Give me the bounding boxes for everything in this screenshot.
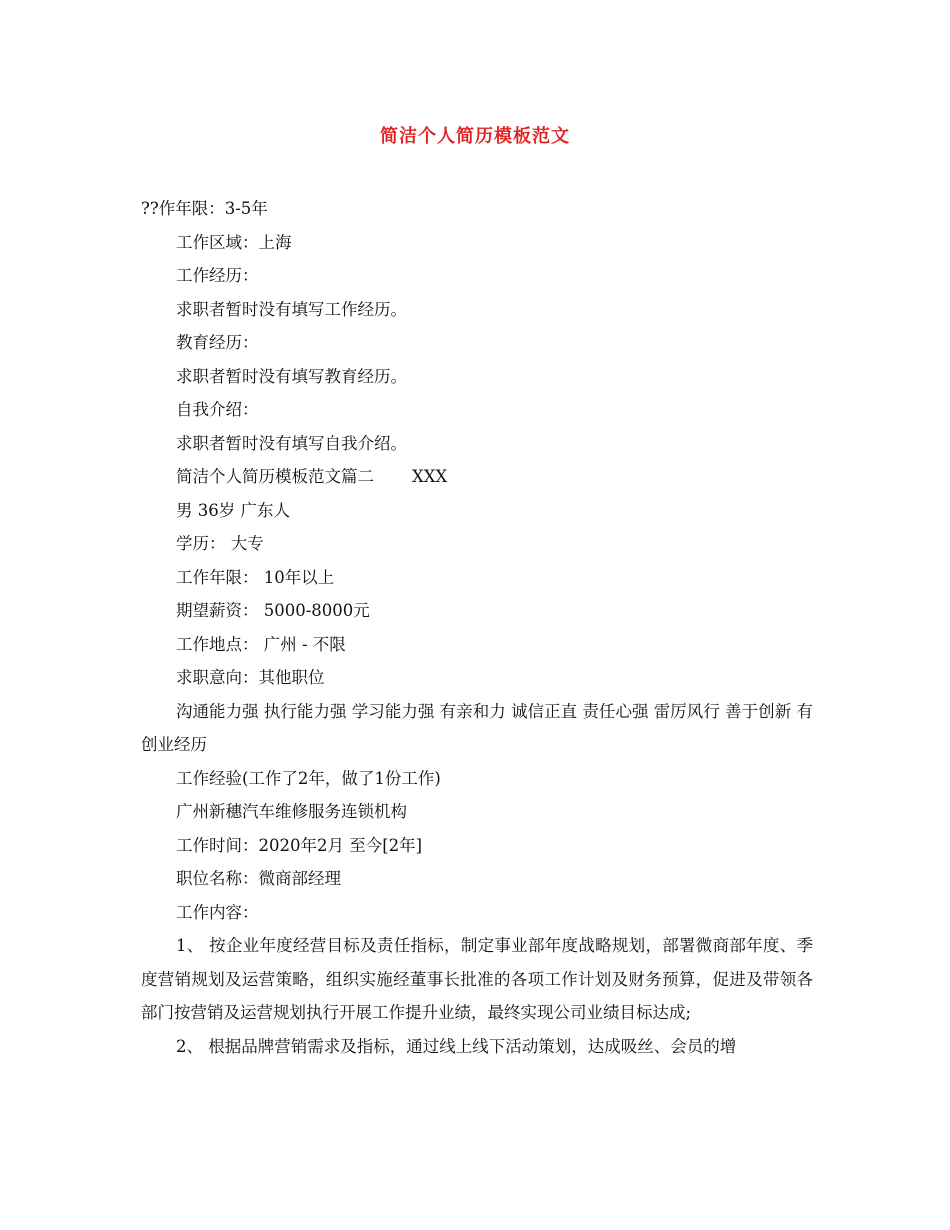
work-item-2: 2、 根据品牌营销需求及指标，通过线上线下活动策划，达成吸丝、会员的增: [176, 1036, 737, 1056]
text-line: 求职意向：其他职位: [176, 668, 325, 687]
text-line: 学历： 大专: [176, 534, 264, 553]
strengths-paragraph: 沟通能力强 执行能力强 学习能力强 有亲和力 诚信正直 责任心强 雷厉风行 善于创新 有创业经历: [141, 701, 813, 754]
section-title: 简洁个人简历模板范文篇二: [176, 467, 374, 486]
candidate-name: XXX: [412, 467, 448, 486]
text-line: 工作内容：: [176, 902, 259, 922]
text-line: 男 36岁 广东人: [176, 500, 290, 520]
text-line: 期望薪资： 5000-8000元: [176, 601, 370, 620]
text-line: 工作时间：2020年2月 至今[2年]: [176, 835, 423, 855]
text-line: 工作经验(工作了2年，做了1份工作): [176, 768, 441, 788]
text-line: 自我介绍：: [176, 400, 259, 419]
text-line: ??作年限：3-5年: [141, 199, 268, 218]
text-line: 工作经历：: [176, 266, 259, 285]
text-line: 工作地点： 广州 - 不限: [176, 634, 346, 654]
text-line: 职位名称：微商部经理: [176, 869, 341, 888]
document-body: [141, 192, 813, 1063]
text-line: 求职者暂时没有填写教育经历。: [176, 366, 407, 386]
document-title: 简洁个人简历模板范文: [380, 126, 570, 147]
work-item-1: 1、 按企业年度经营目标及责任指标，制定事业部年度战略规划，部署微商部年度、季度营销规划及运营策略，组织实施经董事长批准的各项工作计划及财务预算，促进及带领各部门按营销及运营规划执行开展工作提升业绩，最终实现公司业绩目标达成;: [141, 936, 813, 1022]
text-line: 教育经历：: [176, 333, 259, 352]
section-heading: [141, 460, 813, 494]
text-line: 工作年限： 10年以上: [176, 567, 335, 587]
text-line: 求职者暂时没有填写自我介绍。: [176, 433, 407, 453]
text-line: 求职者暂时没有填写工作经历。: [176, 299, 407, 319]
text-line: 工作区域：上海: [176, 232, 292, 252]
text-line: 广州新穗汽车维修服务连锁机构: [176, 802, 407, 821]
